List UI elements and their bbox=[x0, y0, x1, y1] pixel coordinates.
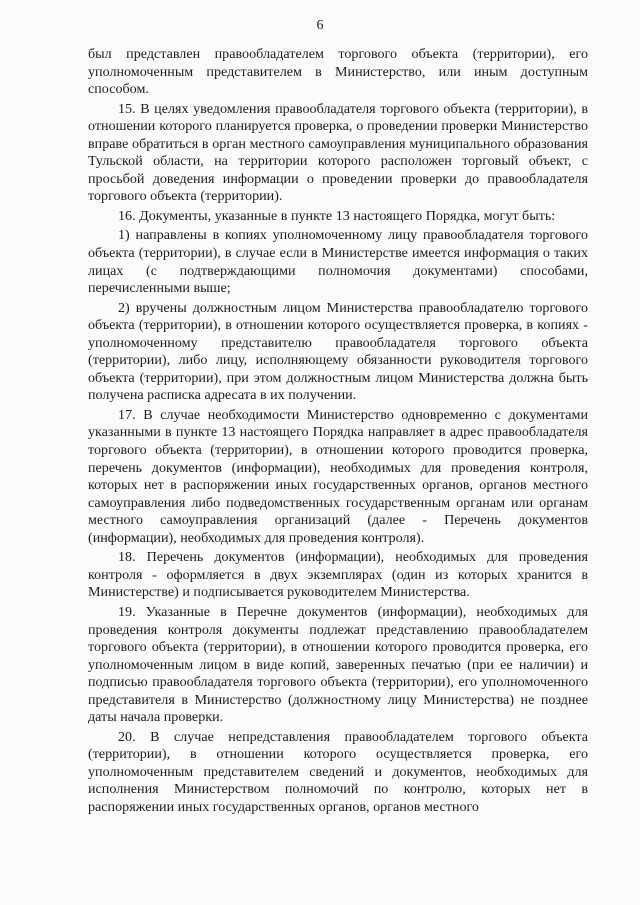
paragraph-15: 15. В целях уведомления правообладателя торгового объекта (территории), в отношении которого планируется проверка, о проведении проверки Министерство вправе обратиться в орган местного самоуправления муниципального образования Тульской области, на территории которого расположен торговый объект, с просьбой доведения информации о проведении проверки до правообладателя торгового объекта (территории). bbox=[88, 100, 588, 205]
paragraph-17: 17. В случае необходимости Министерство одновременно с документами указанными в пункте 13 настоящего Порядка направляет в адрес правообладателя торгового объекта (территории), в отношении которого проводится проверка, перечень документов (информации), необходимых для проведения контроля, которых нет в распоряжении иных государственных органов, органов местного самоуправления либо подведомственных государственным органам или органам местного самоуправления организаций (далее - Перечень документов (информации), необходимых для проведения контроля). bbox=[88, 406, 588, 546]
page-number: 6 bbox=[316, 18, 324, 33]
paragraph-19: 19. Указанные в Перечне документов (информации), необходимых для проведения контроля документы подлежат представлению правообладателем торгового объекта (территории), в отношении которого проводится проверка, его уполномоченным лицом в виде копий, заверенных печатью (при ее наличии) и подписью правообладателя торгового объекта (территории), его уполномоченного представителя в Министерство (должностному лицу Министерства) не позднее даты начала проверки. bbox=[88, 603, 588, 726]
paragraph-14-continuation: был представлен правообладателем торгового объекта (территории), его уполномоченным представителем в Министерство, или иным доступным способом. bbox=[88, 46, 588, 98]
paragraph-16-item-2: 2) вручены должностным лицом Министерства правообладателю торгового объекта (территории), в отношении которого осуществляется проверка, в копиях - уполномоченному представителю правообладателя торгового объекта (территории), либо лицу, исполняющему обязанности руководителя торгового объекта (территории), при этом должностным лицом Министерства должна быть получена расписка адресата в их получении. bbox=[88, 299, 588, 404]
paragraph-16-item-1: 1) направлены в копиях уполномоченному лицу правообладателя торгового объекта (территории), в случае если в Министерстве имеется информация о таких лицах (с подтверждающими полномочия документами) способами, перечисленными выше; bbox=[88, 227, 588, 297]
paragraph-16: 16. Документы, указанные в пункте 13 настоящего Порядка, могут быть: bbox=[118, 207, 556, 224]
document-body bbox=[88, 46, 588, 817]
paragraph-18: 18. Перечень документов (информации), необходимых для проведения контроля - оформляется в двух экземплярах (один из которых хранится в Министерстве) и подписывается руководителем Министерства. bbox=[88, 549, 588, 601]
paragraph-20: 20. В случае непредставления правообладателем торгового объекта (территории), в отношении которого осуществляется проверка, его уполномоченным представителем сведений и документов, необходимых для исполнения Министерством полномочий по контролю, которых нет в распоряжении иных государственных органов, органов местного bbox=[88, 728, 588, 815]
